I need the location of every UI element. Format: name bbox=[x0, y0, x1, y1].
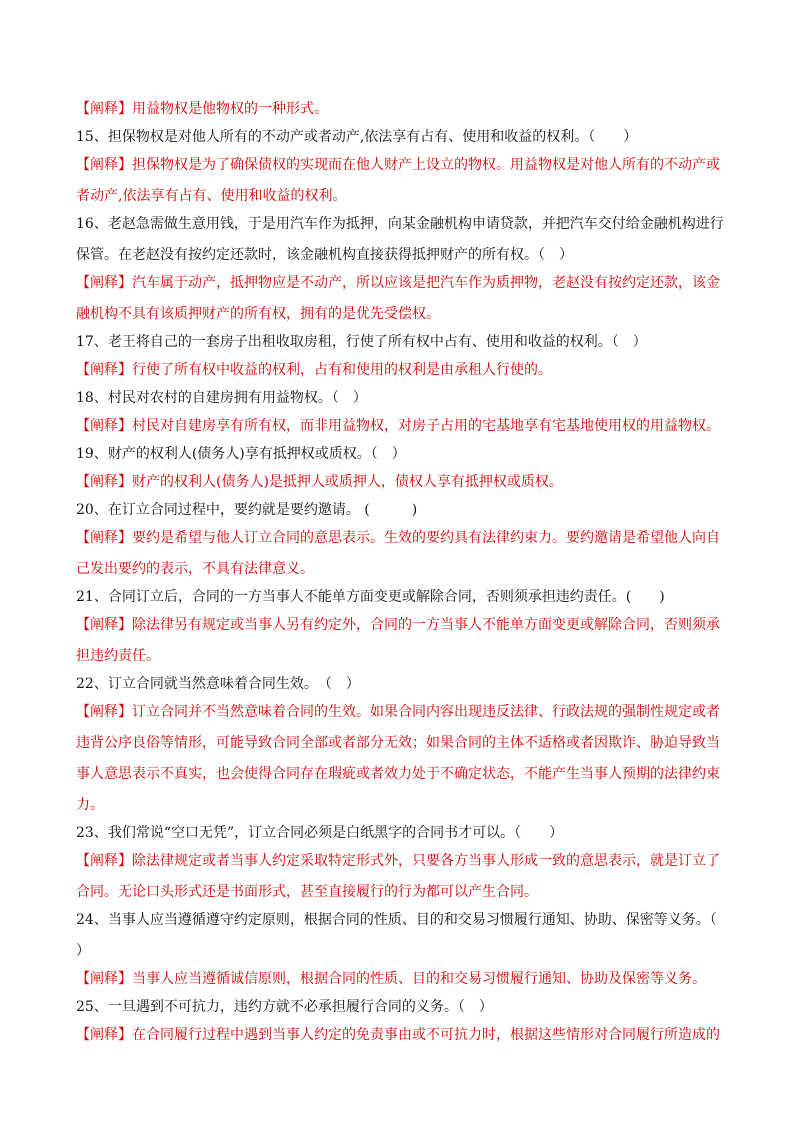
explanation-line: 【阐释】在合同履行过程中遇到当事人约定的免责事由或不可抗力时，根据这些情形对合同履行所造成的 bbox=[76, 1027, 720, 1043]
explanation-line: 融机构不具有该质押财产的所有权，拥有的是优先受偿权。 bbox=[76, 306, 440, 322]
question-line: ） bbox=[76, 943, 90, 959]
document-body bbox=[76, 93, 726, 1047]
question-line: 18、村民对农村的自建房拥有用益物权。（ ） bbox=[76, 390, 367, 406]
explanation-line: 【阐释】村民对自建房享有所有权，而非用益物权，对房子占用的宅基地享有宅基地使用权的用益物权。 bbox=[76, 418, 720, 434]
explanation-line: 【阐释】订立合同并不当然意味着合同的生效。如果合同内容出现违反法律、行政法规的强制性规定或者 bbox=[76, 704, 720, 720]
explanation-line: 力。 bbox=[76, 797, 104, 813]
explanation-line: 【阐释】担保物权是为了确保债权的实现而在他人财产上设立的物权。用益物权是对他人所有的不动产或 bbox=[76, 157, 720, 173]
explanation-line: 【阐释】当事人应当遵循诚信原则，根据合同的性质、目的和交易习惯履行通知、协助及保密等义务。 bbox=[76, 971, 706, 987]
question-line: 16、老赵急需做生意用钱，于是用汽车作为抵押，向某金融机构申请贷款，并把汽车交付给金融机构进行 bbox=[76, 216, 724, 232]
explanation-line: 【阐释】除法律规定或者当事人约定采取特定形式外，只要各方当事人形成一致的意思表示，就是订立了 bbox=[76, 853, 720, 869]
explanation-line: 违背公序良俗等情形，可能导致合同全部或者部分无效；如果合同的主体不适格或者因欺诈、胁迫导致当 bbox=[76, 735, 720, 751]
explanation-line: 【阐释】用益物权是他物权的一种形式。 bbox=[76, 101, 328, 117]
explanation-line: 【阐释】要约是希望与他人订立合同的意思表示。生效的要约具有法律约束力。要约邀请是希望他人向自 bbox=[76, 530, 720, 546]
question-line: 25、一旦遇到不可抗力，违约方就不必承担履行合同的义务。（ ） bbox=[76, 999, 493, 1015]
question-line: 17、老王将自己的一套房子出租收取房租，行使了所有权中占有、使用和收益的权利。（ ） bbox=[76, 334, 647, 350]
question-line: 24、当事人应当遵循遵守约定原则，根据合同的性质、目的和交易习惯履行通知、协助、保密等义务。（ bbox=[76, 912, 717, 928]
question-line: 21、合同订立后，合同的一方当事人不能单方面变更或解除合同，否则须承担违约责任。( ) bbox=[76, 589, 665, 605]
question-line: 19、财产的权利人(债务人)享有抵押权或质权。（ ） bbox=[76, 446, 406, 462]
explanation-line: 【阐释】财产的权利人(债务人)是抵押人或质押人，债权人享有抵押权或质权。 bbox=[76, 474, 563, 490]
question-line: 20、在订立合同过程中，要约就是要约邀请。 ( ) bbox=[76, 502, 418, 518]
question-line: 23、我们常说“空口无凭”，订立合同必须是白纸黑字的合同书才可以。（ ） bbox=[76, 825, 564, 841]
explanation-line: 者动产,依法享有占有、使用和收益的权利。 bbox=[76, 188, 347, 204]
explanation-line: 【阐释】除法律另有规定或当事人另有约定外，合同的一方当事人不能单方面变更或解除合同，否则须承 bbox=[76, 617, 720, 633]
explanation-line: 己发出要约的表示，不具有法律意义。 bbox=[76, 561, 314, 577]
question-line: 保管。在老赵没有按约定还款时，该金融机构直接获得抵押财产的所有权。（ ） bbox=[76, 247, 573, 263]
question-line: 15、担保物权是对他人所有的不动产或者动产,依法享有占有、使用和收益的权利。（ ） bbox=[76, 129, 638, 145]
explanation-line: 【阐释】汽车属于动产，抵押物应是不动产，所以应该是把汽车作为质押物，老赵没有按约定还款，该金 bbox=[76, 275, 720, 291]
explanation-line: 合同。无论口头形式还是书面形式，甚至直接履行的行为都可以产生合同。 bbox=[76, 884, 538, 900]
explanation-line: 担违约责任。 bbox=[76, 648, 160, 664]
question-line: 22、订立合同就当然意味着合同生效。 （ ） bbox=[76, 676, 360, 692]
explanation-line: 【阐释】行使了所有权中收益的权利，占有和使用的权利是由承租人行使的。 bbox=[76, 362, 552, 378]
explanation-line: 事人意思表示不真实，也会使得合同存在瑕疵或者效力处于不确定状态，不能产生当事人预期的法律约束 bbox=[76, 766, 720, 782]
